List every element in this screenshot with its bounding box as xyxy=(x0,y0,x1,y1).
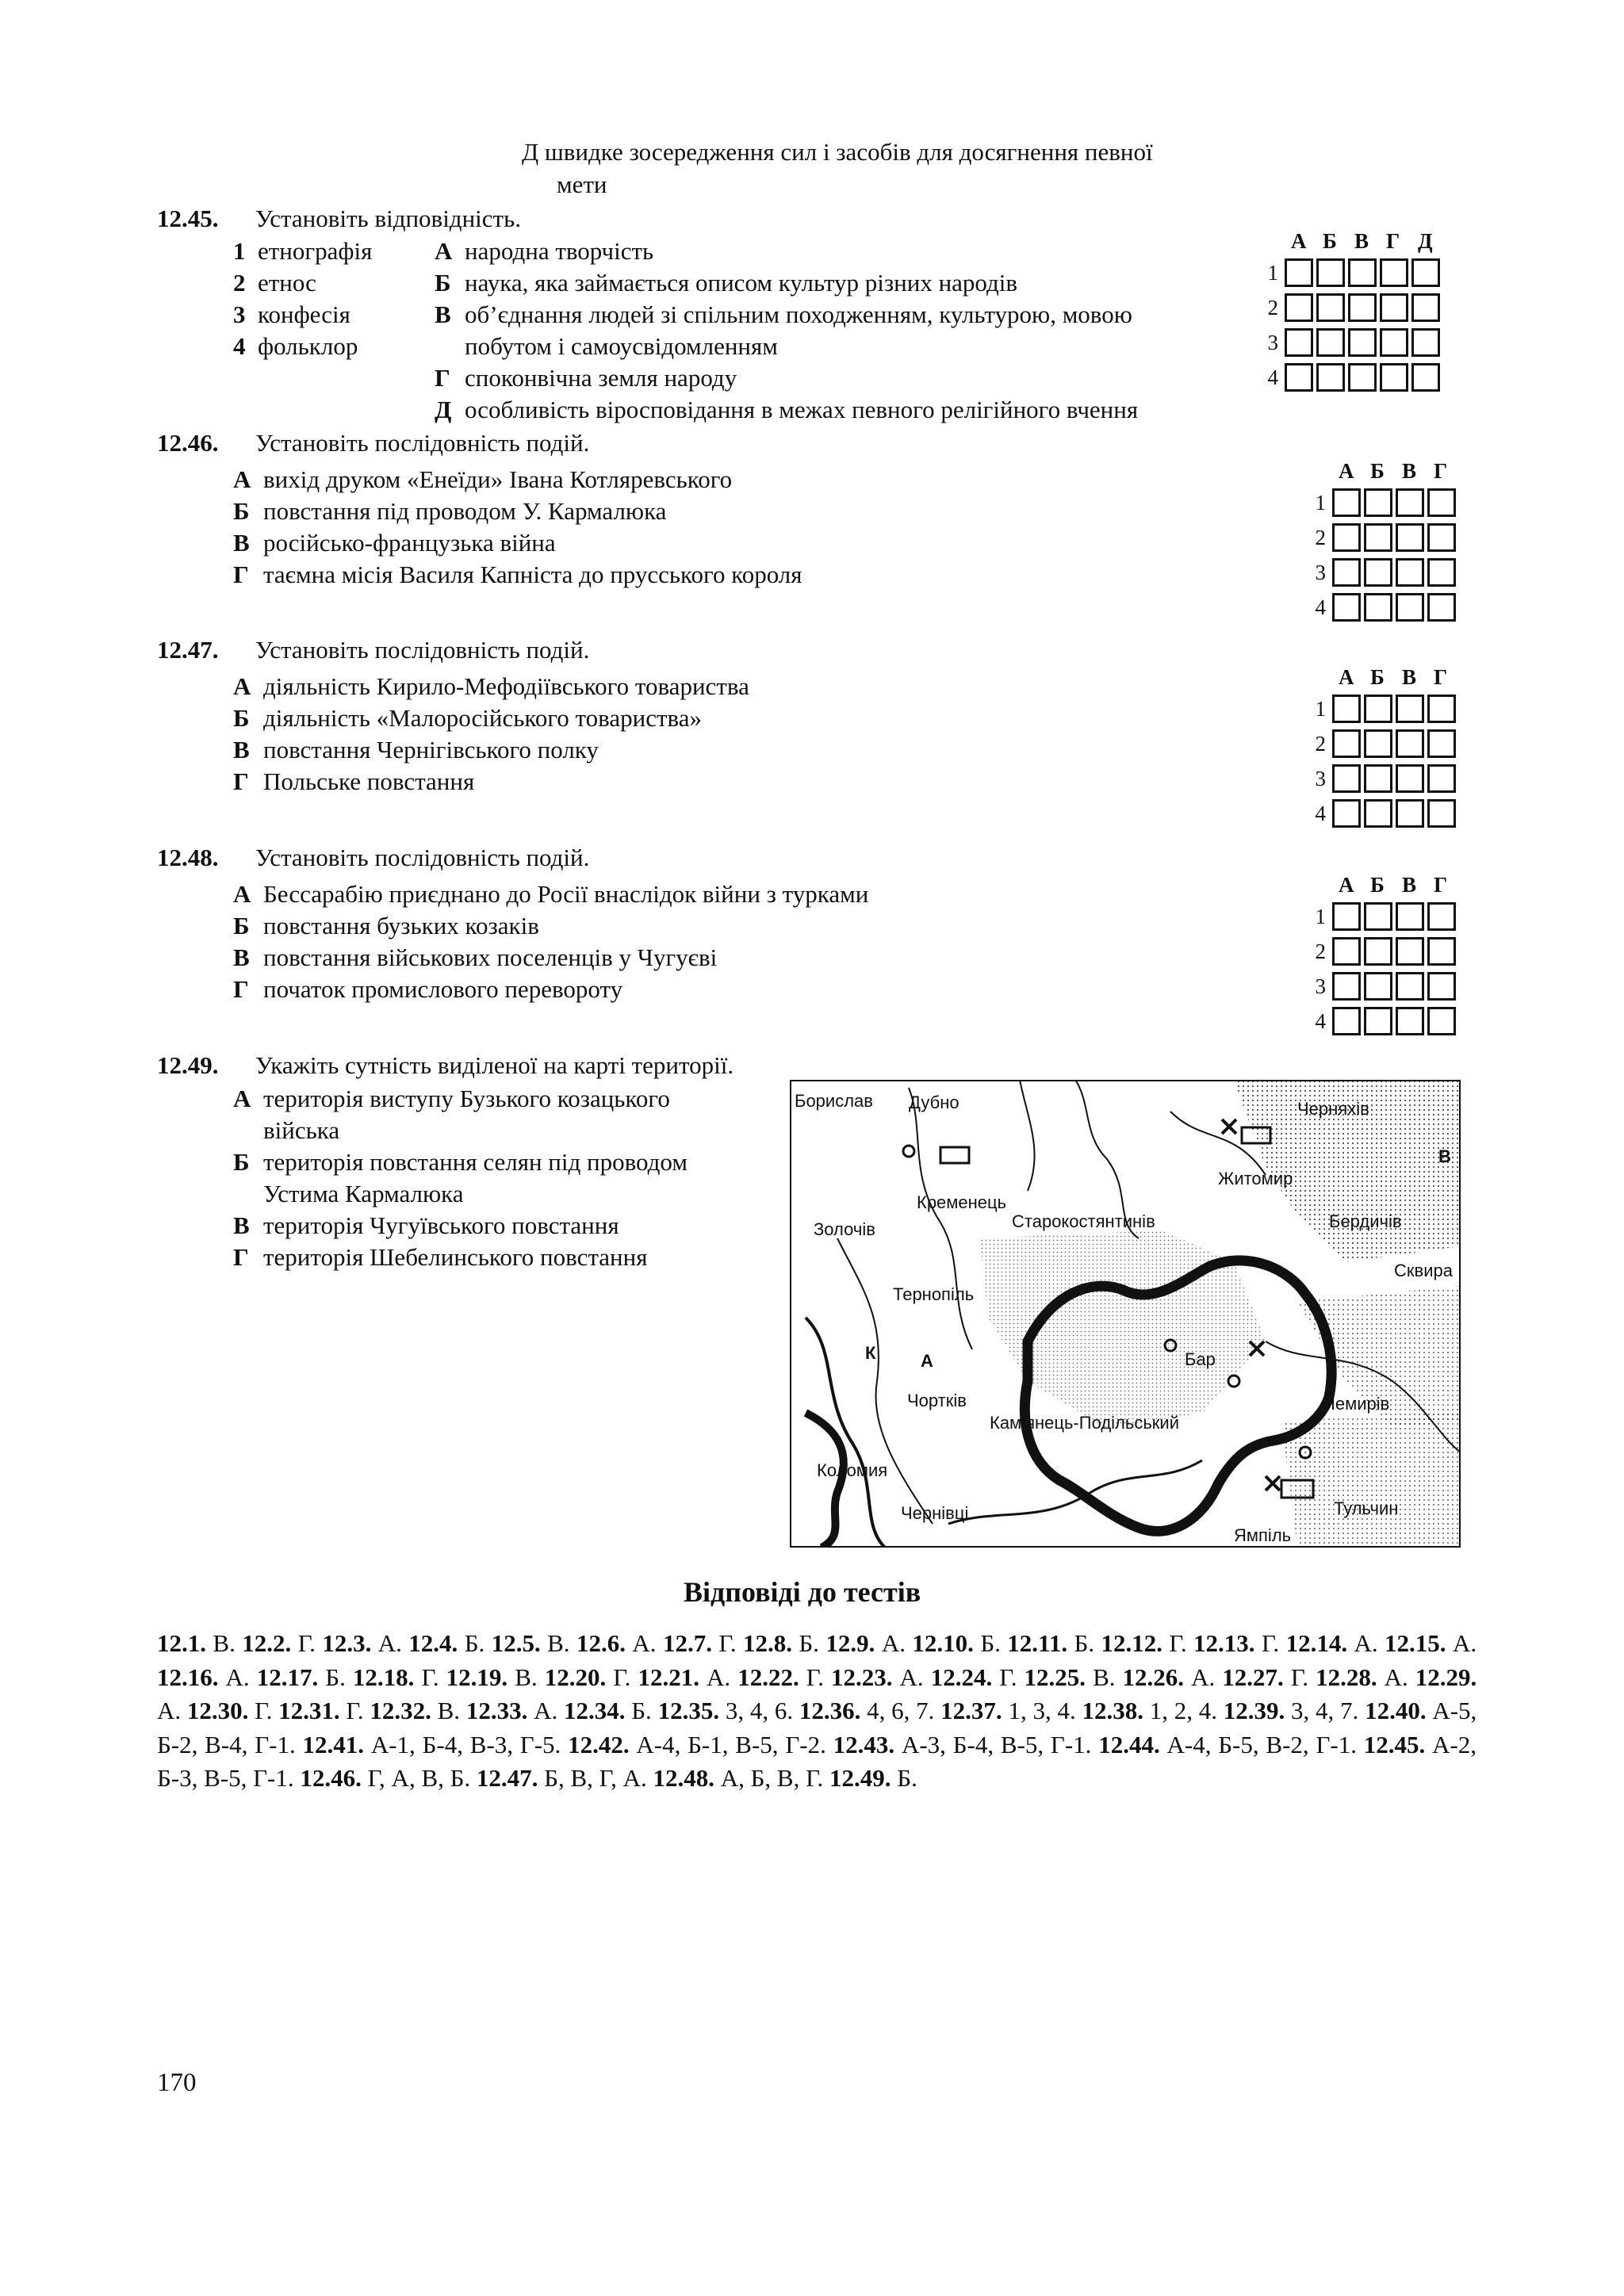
answer-value: А. xyxy=(157,1697,182,1724)
answer-value: Б. xyxy=(799,1629,819,1657)
answer-key: 12.32. xyxy=(370,1697,431,1724)
question-number: 12.49. xyxy=(157,1051,219,1079)
answer-checkbox[interactable] xyxy=(1348,328,1377,357)
map-label: Ямпіль xyxy=(1234,1525,1292,1545)
answer-checkbox[interactable] xyxy=(1364,523,1392,552)
question-prompt: Установіть послідовність подій. xyxy=(255,429,590,457)
answer-value: А-4, Б-1, В-5, Г-2. xyxy=(636,1730,826,1758)
grid-column-header: Г xyxy=(1434,665,1448,689)
answer-key: 12.12. xyxy=(1101,1629,1162,1657)
grid-column-header: Д xyxy=(1418,229,1433,253)
answer-value: Г. xyxy=(421,1663,439,1691)
answer-checkbox[interactable] xyxy=(1396,729,1424,758)
answer-key: 12.7. xyxy=(662,1629,712,1657)
grid-row-label: 3 xyxy=(1315,974,1326,998)
grid-column-header: Г xyxy=(1386,229,1400,253)
option: А вихід друком «Енеїди» Івана Котляревського xyxy=(233,465,733,493)
option-d-continued: Д швидке зосередження сил і засобів для досягнення певної xyxy=(522,138,1153,166)
answer-value: А-3, Б-4, В-5, Г-1. xyxy=(901,1730,1092,1758)
right-item: В об’єднання людей зі спільним походженням, культурою, мовою xyxy=(435,300,1132,328)
answer-key: 12.2. xyxy=(242,1629,292,1657)
answer-checkbox[interactable] xyxy=(1332,593,1361,622)
answer-value: Б. xyxy=(897,1764,917,1792)
grid-row-label: 4 xyxy=(1315,1009,1326,1033)
answer-checkbox[interactable] xyxy=(1316,293,1345,322)
option-continued: війська xyxy=(263,1116,340,1144)
answer-checkbox[interactable] xyxy=(1364,764,1392,793)
option: Г таємна місія Василя Капніста до прусського короля xyxy=(233,561,802,588)
answer-value: А. xyxy=(1354,1629,1378,1657)
answer-checkbox[interactable] xyxy=(1348,293,1377,322)
option: Б повстання бузьких козаків xyxy=(233,912,539,939)
answer-key: 12.1. xyxy=(157,1629,206,1657)
answer-key: 12.31. xyxy=(278,1697,340,1724)
answer-checkbox[interactable] xyxy=(1396,972,1424,1001)
answer-checkbox[interactable] xyxy=(1427,523,1456,552)
answers-title: Відповіді до тестів xyxy=(684,1576,921,1608)
answer-checkbox[interactable] xyxy=(1285,363,1313,392)
answer-checkbox[interactable] xyxy=(1396,488,1424,517)
right-item: А народна творчість xyxy=(435,237,654,265)
map-label: Сквира xyxy=(1394,1261,1453,1280)
answer-value: А. xyxy=(707,1663,731,1691)
answer-key: 12.48. xyxy=(653,1764,714,1792)
grid-column-header: В xyxy=(1402,459,1417,483)
answer-checkbox[interactable] xyxy=(1396,902,1424,931)
map-label: Немирів xyxy=(1323,1394,1390,1414)
answer-value: Г. xyxy=(297,1629,316,1657)
grid-row-label: 3 xyxy=(1315,561,1326,584)
answer-checkbox[interactable] xyxy=(1316,328,1345,357)
answer-value: А. xyxy=(1452,1629,1477,1657)
option: В повстання військових поселенців у Чугуєві xyxy=(233,943,718,971)
answer-checkbox[interactable] xyxy=(1396,523,1424,552)
answer-checkbox[interactable] xyxy=(1427,764,1456,793)
answer-grid xyxy=(1305,664,1464,839)
answer-key: 12.44. xyxy=(1098,1730,1160,1758)
answer-value: А-1, Б-4, В-3, Г-5. xyxy=(370,1730,561,1758)
answer-value: Г. xyxy=(255,1697,273,1724)
grid-row-label: 2 xyxy=(1267,296,1278,320)
answer-key: 12.24. xyxy=(930,1663,993,1691)
answer-checkbox[interactable] xyxy=(1396,764,1424,793)
answer-checkbox[interactable] xyxy=(1316,258,1345,287)
grid-column-header: Г xyxy=(1434,873,1448,897)
answer-checkbox[interactable] xyxy=(1427,902,1456,931)
answer-grid xyxy=(1258,228,1464,403)
grid-column-header: А xyxy=(1339,459,1354,483)
option-continued: Устима Кармалюка xyxy=(263,1180,464,1207)
answer-key: 12.3. xyxy=(322,1629,372,1657)
answer-checkbox[interactable] xyxy=(1364,972,1392,1001)
answer-value: Г. xyxy=(613,1663,631,1691)
answer-value: Г. xyxy=(1261,1629,1280,1657)
map-label: Кременець xyxy=(917,1192,1007,1212)
answer-checkbox[interactable] xyxy=(1427,593,1456,622)
answer-key: 12.17. xyxy=(256,1663,319,1691)
map-label: Черняхів xyxy=(1297,1099,1369,1119)
answer-key: 12.42. xyxy=(568,1730,630,1758)
option: А Бессарабію приєднано до Росії внаслідок війни з турками xyxy=(233,880,869,908)
option: А діяльність Кирило-Мефодіївського товариства xyxy=(233,672,749,700)
grid-column-header: Б xyxy=(1323,229,1337,253)
answer-checkbox[interactable] xyxy=(1285,293,1313,322)
option: Г територія Шебелинського повстання xyxy=(233,1243,648,1271)
answer-key: 12.21. xyxy=(638,1663,699,1691)
grid-row-label: 4 xyxy=(1315,802,1326,825)
map-label: К xyxy=(865,1343,876,1363)
map-label: Чернівці xyxy=(901,1503,969,1523)
left-item: 3 конфесія xyxy=(233,300,350,328)
answer-checkbox[interactable] xyxy=(1332,488,1361,517)
answer-checkbox[interactable] xyxy=(1364,593,1392,622)
answer-checkbox[interactable] xyxy=(1411,258,1440,287)
grid-row-label: 2 xyxy=(1315,939,1326,963)
answer-checkbox[interactable] xyxy=(1380,258,1408,287)
answer-key: 12.16. xyxy=(157,1663,219,1691)
historical-map xyxy=(790,1080,1461,1548)
answer-key: 12.5. xyxy=(491,1629,541,1657)
question-prompt: Установіть послідовність подій. xyxy=(255,636,590,664)
option-d-continued-line2: мети xyxy=(557,170,607,198)
answer-checkbox[interactable] xyxy=(1396,558,1424,587)
grid-column-header: Б xyxy=(1370,665,1385,689)
answer-key: 12.22. xyxy=(737,1663,799,1691)
answer-value: 1, 2, 4. xyxy=(1149,1697,1217,1724)
answer-checkbox[interactable] xyxy=(1332,729,1361,758)
answer-value: А. xyxy=(881,1629,906,1657)
grid-column-header: Г xyxy=(1434,459,1448,483)
grid-column-header: А xyxy=(1291,229,1307,253)
answer-checkbox[interactable] xyxy=(1411,363,1440,392)
answer-value: А. xyxy=(899,1663,924,1691)
answer-key: 12.8. xyxy=(743,1629,792,1657)
answer-key: 12.15. xyxy=(1385,1629,1446,1657)
left-item: 2 етнос xyxy=(233,269,316,297)
option: В російсько-французька війна xyxy=(233,529,556,557)
answer-checkbox[interactable] xyxy=(1427,972,1456,1001)
answer-key: 12.49. xyxy=(829,1764,891,1792)
map-label: Чортків xyxy=(907,1391,967,1410)
answer-checkbox[interactable] xyxy=(1364,1007,1392,1035)
answer-value: Б, В, Г, А. xyxy=(544,1764,647,1792)
answer-value: В. xyxy=(515,1663,538,1691)
left-item: 4 фольклор xyxy=(233,332,358,360)
answer-value: В. xyxy=(437,1697,461,1724)
answer-value: А. xyxy=(1191,1663,1216,1691)
answer-checkbox[interactable] xyxy=(1332,1007,1361,1035)
option: В територія Чугуївського повстання xyxy=(233,1211,619,1239)
question-prompt: Укажіть сутність виділеної на карті території. xyxy=(255,1051,734,1079)
answer-value: Г. xyxy=(999,1663,1017,1691)
answer-key: 12.43. xyxy=(833,1730,895,1758)
answer-grid xyxy=(1305,872,1464,1047)
grid-column-header: Б xyxy=(1370,459,1385,483)
answer-checkbox[interactable] xyxy=(1427,937,1456,966)
answer-checkbox[interactable] xyxy=(1285,328,1313,357)
grid-row-label: 1 xyxy=(1315,697,1326,721)
map-label: Бердичів xyxy=(1329,1211,1402,1231)
answer-key: 12.37. xyxy=(940,1697,1002,1724)
answer-value: Г. xyxy=(346,1697,364,1724)
answer-checkbox[interactable] xyxy=(1332,558,1361,587)
grid-row-label: 1 xyxy=(1315,491,1326,515)
answer-key: 12.38. xyxy=(1082,1697,1143,1724)
answer-key: 12.10. xyxy=(912,1629,974,1657)
answer-key: 12.23. xyxy=(831,1663,893,1691)
grid-row-label: 1 xyxy=(1315,905,1326,928)
answer-checkbox[interactable] xyxy=(1364,695,1392,723)
map-label: Тернопіль xyxy=(893,1284,975,1304)
answer-value: А. xyxy=(1384,1663,1408,1691)
answer-key: 12.40. xyxy=(1365,1697,1427,1724)
answer-key: 12.36. xyxy=(799,1697,861,1724)
option: А територія виступу Бузького козацького xyxy=(233,1085,670,1112)
answer-key: 12.13. xyxy=(1193,1629,1255,1657)
answer-key: 12.19. xyxy=(446,1663,508,1691)
answer-key: 12.18. xyxy=(352,1663,415,1691)
answer-key: 12.14. xyxy=(1285,1629,1348,1657)
answer-checkbox[interactable] xyxy=(1316,363,1345,392)
question-number: 12.46. xyxy=(157,429,219,457)
answer-key: 12.41. xyxy=(302,1730,365,1758)
answer-checkbox[interactable] xyxy=(1332,937,1361,966)
answer-key: 12.45. xyxy=(1363,1730,1426,1758)
answer-value: Г. xyxy=(1290,1663,1309,1691)
answer-key: 12.29. xyxy=(1415,1663,1477,1691)
answer-value: 4, 6, 7. xyxy=(867,1697,935,1724)
answer-checkbox[interactable] xyxy=(1396,1007,1424,1035)
map-label: Дубно xyxy=(909,1093,959,1112)
answer-value: Б. xyxy=(1074,1629,1095,1657)
answer-value: Г. xyxy=(718,1629,737,1657)
map-label: Житомир xyxy=(1218,1169,1293,1188)
answers-list xyxy=(157,1627,1477,1796)
grid-column-header: А xyxy=(1339,873,1354,897)
answer-checkbox[interactable] xyxy=(1427,695,1456,723)
right-item: побутом і самоусвідомленням xyxy=(465,332,778,360)
map-label: Бар xyxy=(1185,1349,1216,1369)
answer-key: 12.26. xyxy=(1122,1663,1185,1691)
grid-column-header: В xyxy=(1402,873,1417,897)
answer-value: 1, 3, 4. xyxy=(1008,1697,1076,1724)
answer-value: Б. xyxy=(980,1629,1001,1657)
map-label: Старокостянтинів xyxy=(1012,1211,1155,1231)
answer-checkbox[interactable] xyxy=(1427,488,1456,517)
answer-key: 12.30. xyxy=(186,1697,249,1724)
option: В повстання Чернігівського полку xyxy=(233,736,599,763)
map-label: Борислав xyxy=(795,1091,873,1111)
grid-row-label: 3 xyxy=(1315,767,1326,790)
answer-key: 12.28. xyxy=(1316,1663,1377,1691)
answer-value: В. xyxy=(1093,1663,1116,1691)
answer-checkbox[interactable] xyxy=(1332,523,1361,552)
answer-checkbox[interactable] xyxy=(1411,293,1440,322)
answer-checkbox[interactable] xyxy=(1427,1007,1456,1035)
answer-key: 12.39. xyxy=(1223,1697,1285,1724)
map-label: А xyxy=(921,1351,933,1371)
answer-key: 12.35. xyxy=(657,1697,720,1724)
answer-checkbox[interactable] xyxy=(1348,363,1377,392)
answer-value: Б. xyxy=(631,1697,652,1724)
option: Г початок промислового перевороту xyxy=(233,975,623,1003)
grid-row-label: 2 xyxy=(1315,526,1326,549)
right-item: Б наука, яка займається описом культур різних народів xyxy=(435,269,1018,297)
right-item: Д особливість віросповідання в межах певного релігійного вчення xyxy=(435,396,1139,423)
answer-checkbox[interactable] xyxy=(1427,729,1456,758)
answer-value: А. xyxy=(377,1629,402,1657)
answer-key: 12.46. xyxy=(300,1764,362,1792)
answer-key: 12.33. xyxy=(465,1697,528,1724)
grid-row-label: 2 xyxy=(1315,732,1326,756)
answer-key: 12.4. xyxy=(408,1629,458,1657)
answer-checkbox[interactable] xyxy=(1396,695,1424,723)
question-prompt: Установіть відповідність. xyxy=(255,205,521,232)
answer-value: 3, 4, 6. xyxy=(725,1697,794,1724)
answer-value: А, Б, В, Г. xyxy=(720,1764,824,1792)
option: Б територія повстання селян під проводом xyxy=(233,1148,688,1176)
answer-value: Г. xyxy=(806,1663,824,1691)
answer-key: 12.25. xyxy=(1024,1663,1086,1691)
answer-value: Г, А, В, Б. xyxy=(367,1764,471,1792)
answer-checkbox[interactable] xyxy=(1364,488,1392,517)
grid-column-header: В xyxy=(1402,665,1417,689)
map-label: Кам’янець-Подільський xyxy=(990,1413,1180,1433)
answer-checkbox[interactable] xyxy=(1380,363,1408,392)
answer-checkbox[interactable] xyxy=(1396,799,1424,828)
answer-value: А-4, Б-5, В-2, Г-1. xyxy=(1166,1730,1357,1758)
option: Г Польське повстання xyxy=(233,767,475,795)
answer-checkbox[interactable] xyxy=(1396,593,1424,622)
question-number: 12.45. xyxy=(157,205,219,232)
answer-value: А-2, Б-3, В-5, Г-1. xyxy=(157,1730,1477,1792)
answer-key: 12.27. xyxy=(1222,1663,1284,1691)
grid-row-label: 4 xyxy=(1267,365,1278,389)
grid-column-header: А xyxy=(1339,665,1354,689)
answer-checkbox[interactable] xyxy=(1427,558,1456,587)
answer-grid xyxy=(1305,458,1464,633)
option: Б діяльність «Малоросійського товариства» xyxy=(233,704,703,732)
answer-checkbox[interactable] xyxy=(1427,799,1456,828)
grid-row-label: 1 xyxy=(1267,261,1278,285)
answer-value: А. xyxy=(225,1663,250,1691)
answer-value: А-5, Б-2, В-4, Г-1. xyxy=(157,1697,1477,1758)
page-number: 170 xyxy=(157,2068,197,2097)
option: Б повстання під проводом У. Кармалюка xyxy=(233,497,667,525)
map-label: В xyxy=(1438,1146,1451,1166)
answer-checkbox[interactable] xyxy=(1332,972,1361,1001)
answer-checkbox[interactable] xyxy=(1380,328,1408,357)
grid-column-header: Б xyxy=(1370,873,1385,897)
answer-checkbox[interactable] xyxy=(1332,764,1361,793)
grid-row-label: 3 xyxy=(1267,331,1278,354)
answer-checkbox[interactable] xyxy=(1364,729,1392,758)
answer-checkbox[interactable] xyxy=(1364,937,1392,966)
answer-checkbox[interactable] xyxy=(1411,328,1440,357)
question-number: 12.47. xyxy=(157,636,219,664)
answer-value: В. xyxy=(547,1629,570,1657)
answer-checkbox[interactable] xyxy=(1380,293,1408,322)
answer-checkbox[interactable] xyxy=(1364,558,1392,587)
question-prompt: Установіть послідовність подій. xyxy=(255,844,590,871)
answer-value: А. xyxy=(632,1629,657,1657)
left-item: 1 етнографія xyxy=(233,237,373,265)
answer-key: 12.9. xyxy=(825,1629,875,1657)
answer-key: 12.47. xyxy=(476,1764,538,1792)
answer-value: В. xyxy=(213,1629,236,1657)
answer-checkbox[interactable] xyxy=(1364,902,1392,931)
map-label: Золочів xyxy=(814,1219,875,1239)
answer-checkbox[interactable] xyxy=(1285,258,1313,287)
answer-value: А. xyxy=(534,1697,558,1724)
right-item: Г споконвічна земля народу xyxy=(435,364,737,392)
answer-checkbox[interactable] xyxy=(1348,258,1377,287)
answer-value: Б. xyxy=(325,1663,346,1691)
grid-column-header: В xyxy=(1354,229,1369,253)
answer-value: Б. xyxy=(464,1629,485,1657)
answer-checkbox[interactable] xyxy=(1332,902,1361,931)
answer-key: 12.34. xyxy=(563,1697,626,1724)
map-label: Коломия xyxy=(817,1460,888,1480)
answer-value: Г. xyxy=(1169,1629,1187,1657)
answer-checkbox[interactable] xyxy=(1332,695,1361,723)
question-number: 12.48. xyxy=(157,844,219,871)
answer-checkbox[interactable] xyxy=(1396,937,1424,966)
answer-key: 12.20. xyxy=(544,1663,607,1691)
grid-row-label: 4 xyxy=(1315,595,1326,619)
answer-value: 3, 4, 7. xyxy=(1291,1697,1359,1724)
answer-key: 12.6. xyxy=(576,1629,626,1657)
map-label: Тульчин xyxy=(1334,1498,1399,1518)
answer-key: 12.11. xyxy=(1007,1629,1068,1657)
answer-checkbox[interactable] xyxy=(1332,799,1361,828)
answer-checkbox[interactable] xyxy=(1364,799,1392,828)
